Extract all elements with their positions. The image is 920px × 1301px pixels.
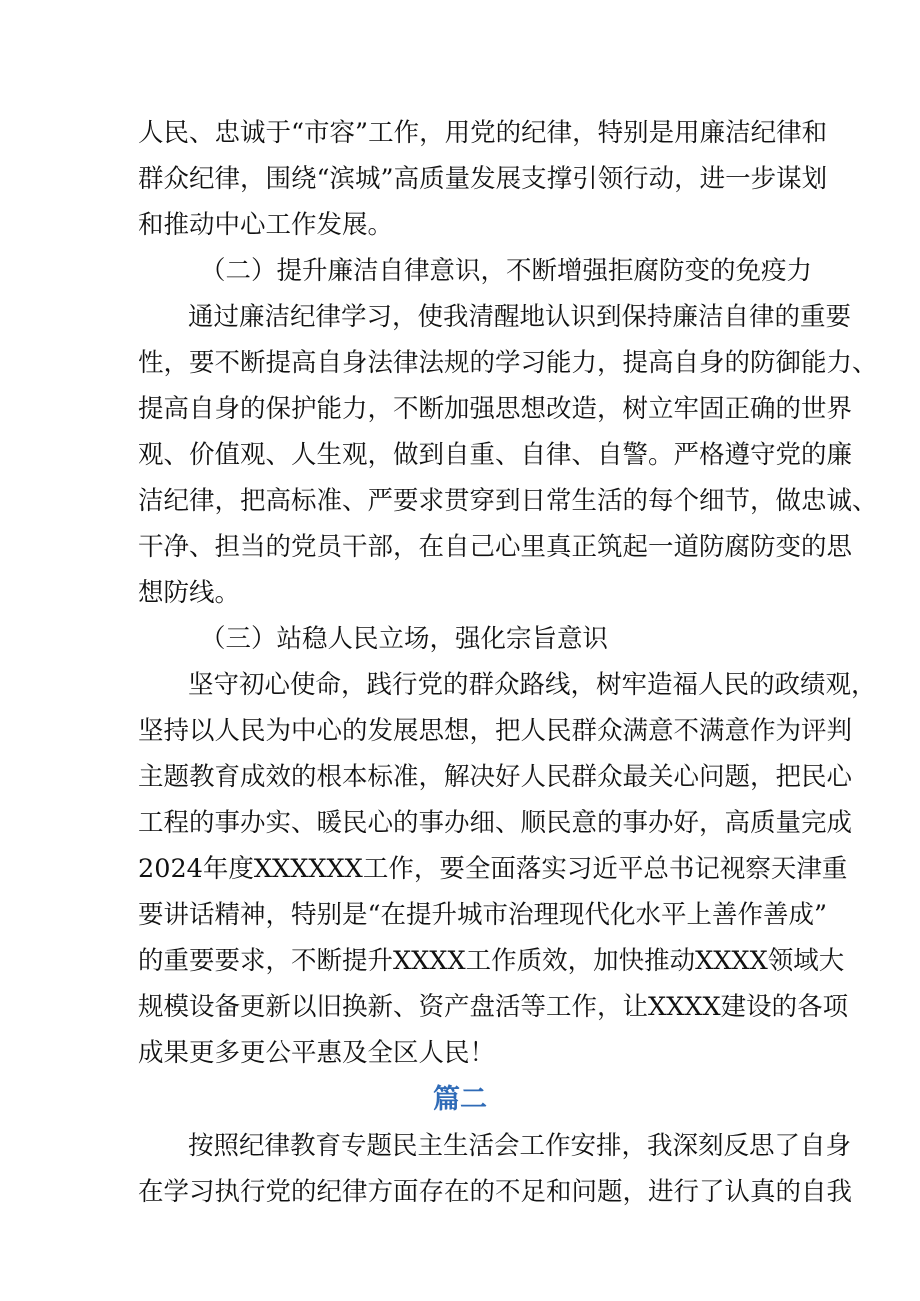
section-title: 篇二 xyxy=(433,1084,487,1115)
paragraph-line: 洁纪律，把高标准、严要求贯穿到日常生活的每个细节，做忠诚、 xyxy=(138,486,878,516)
subheading-two: （二）提升廉洁自律意识，不断增强拒腐防变的免疫力 xyxy=(200,256,813,286)
paragraph-line: 干净、担当的党员干部，在自己心里真正筑起一道防腐防变的思 xyxy=(138,532,853,562)
paragraph-line: 观、价值观、人生观，做到自重、自律、自警。严格遵守党的廉 xyxy=(138,440,853,470)
paragraph-line: 人民、忠诚于“市容”工作，用党的纪律，特别是用廉洁纪律和 xyxy=(138,118,828,148)
subheading-three: （三）站稳人民立场，强化宗旨意识 xyxy=(200,624,609,654)
paragraph-line: 工程的事办实、暖民心的事办细、顺民意的事办好，高质量完成 xyxy=(138,808,853,838)
paragraph-line: 提高自身的保护能力，不断加强思想改造，树立牢固正确的世界 xyxy=(138,394,853,424)
paragraph-line: 通过廉洁纪律学习，使我清醒地认识到保持廉洁自律的重要 xyxy=(188,302,852,332)
paragraph-line: 坚持以人民为中心的发展思想，把人民群众满意不满意作为评判 xyxy=(138,716,853,746)
paragraph-line: 规模设备更新以旧换新、资产盘活等工作，让XXXX建设的各项 xyxy=(138,992,849,1022)
paragraph-line: 性，要不断提高自身法律法规的学习能力，提高自身的防御能力、 xyxy=(138,348,878,378)
paragraph-line: 按照纪律教育专题民主生活会工作安排，我深刻反思了自身 xyxy=(188,1131,852,1161)
paragraph-line: 群众纪律，围绕“滨城”高质量发展支撑引领行动，进一步谋划 xyxy=(138,164,828,194)
paragraph-line: 2024年度XXXXXX工作，要全面落实习近平总书记视察天津重 xyxy=(138,854,848,884)
paragraph-line: 和推动中心工作发展。 xyxy=(138,210,394,240)
paragraph-line: 主题教育成效的根本标准，解决好人民群众最关心问题，把民心 xyxy=(138,762,853,792)
paragraph-line: 坚守初心使命，践行党的群众路线，树牢造福人民的政绩观， xyxy=(188,670,877,700)
paragraph-line: 成果更多更公平惠及全区人民！ xyxy=(138,1038,496,1068)
paragraph-line: 的重要要求，不断提升XXXX工作质效，加快推动XXXX领域大 xyxy=(138,946,845,976)
paragraph-line: 想防线。 xyxy=(138,578,241,608)
paragraph-line: 在学习执行党的纪律方面存在的不足和问题，进行了认真的自我 xyxy=(138,1177,853,1207)
paragraph-line: 要讲话精神，特别是“在提升城市治理现代化水平上善作善成” xyxy=(138,900,828,930)
